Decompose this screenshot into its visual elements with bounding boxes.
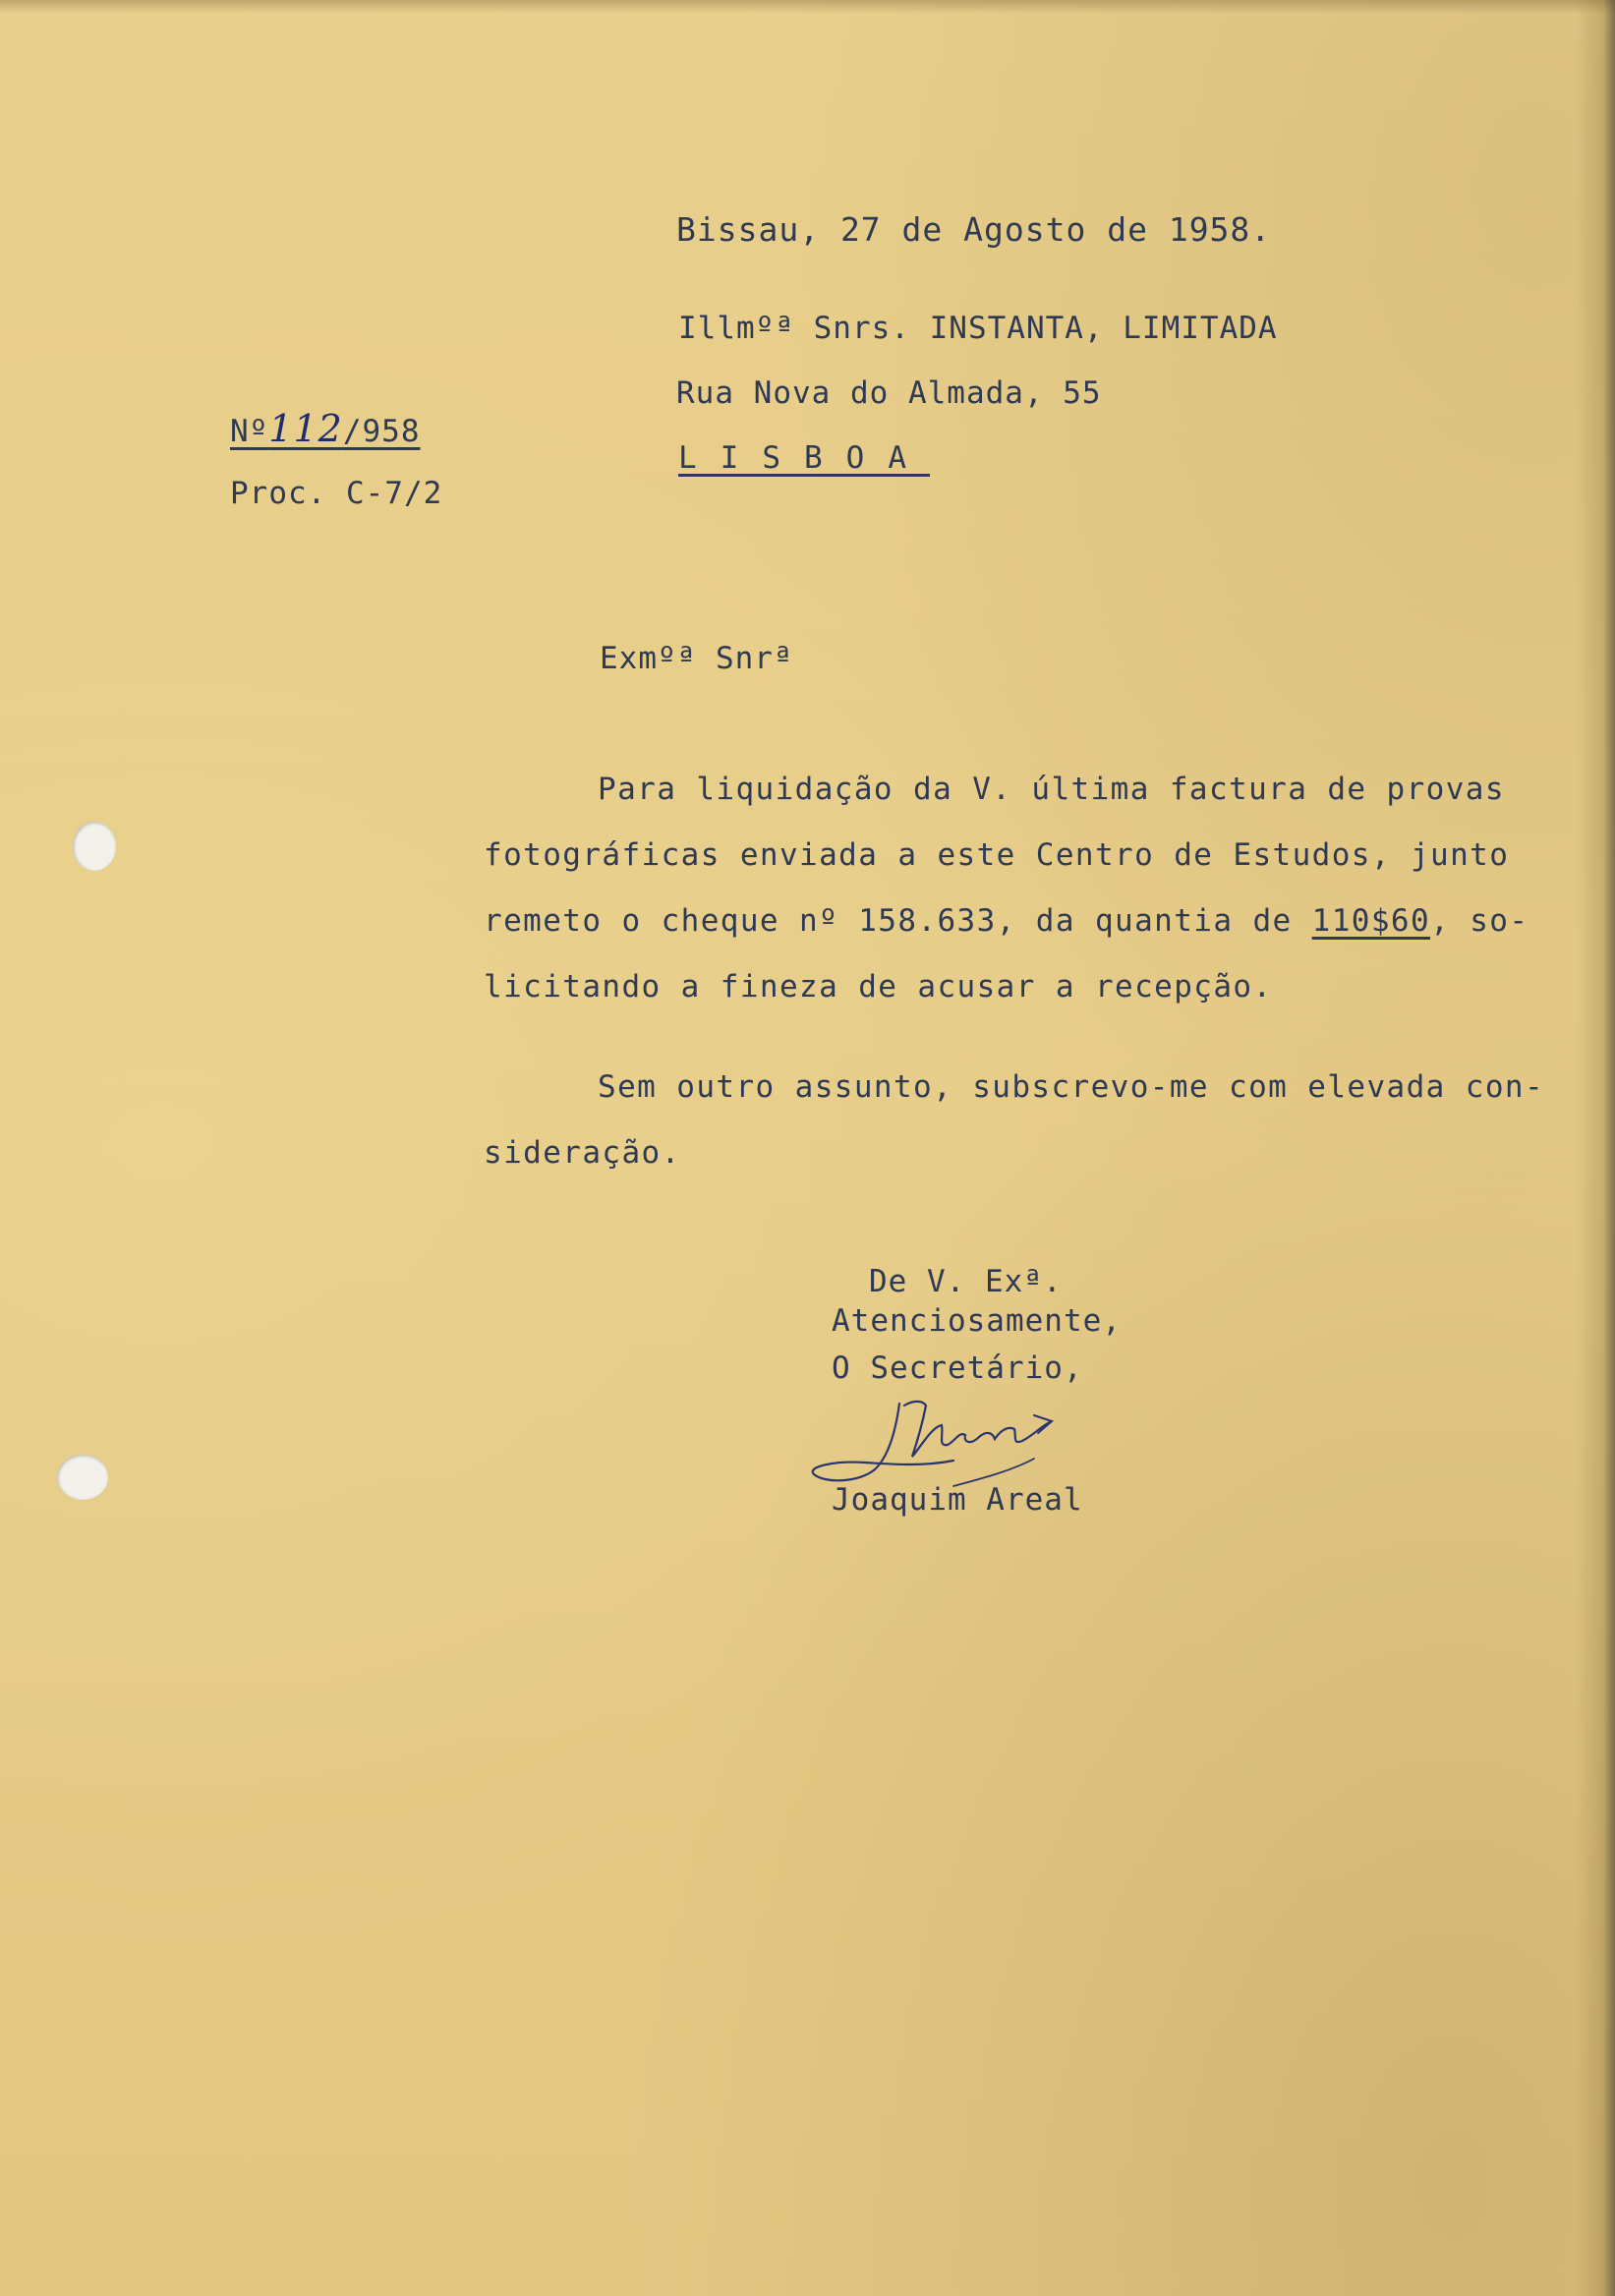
- body-paragraph-2-line-2: sideração.: [484, 1135, 681, 1171]
- closing-line-2: Atenciosamente,: [832, 1303, 1122, 1339]
- reference-handwritten-number: 112: [268, 407, 343, 450]
- cheque-text-end: , so-: [1430, 903, 1529, 939]
- letter-date: Bissau, 27 de Agosto de 1958.: [676, 210, 1272, 249]
- cheque-text: remeto o cheque nº 158.633, da quantia de: [484, 903, 1312, 939]
- paper-edge-top: [0, 0, 1615, 14]
- closing-title: O Secretário,: [832, 1350, 1083, 1386]
- body-paragraph-2-line-1: Sem outro assunto, subscrevo-me com elevada con-: [598, 1069, 1545, 1105]
- body-paragraph-1-line-2: fotográficas enviada a este Centro de Estudos, junto: [484, 837, 1510, 873]
- process-reference: Proc. C-7/2: [230, 476, 443, 511]
- recipient-street: Rua Nova do Almada, 55: [676, 375, 1102, 411]
- signer-name: Joaquim Areal: [832, 1482, 1083, 1518]
- recipient-city: LISBOA: [678, 440, 930, 476]
- recipient-name: Illmºª Snrs. INSTANTA, LIMITADA: [678, 311, 1278, 346]
- punch-hole-top: [73, 822, 116, 871]
- reference-number: [230, 407, 421, 450]
- body-paragraph-1-line-4: licitando a fineza de acusar a recepção.: [484, 969, 1273, 1004]
- punch-hole-bottom: [57, 1455, 108, 1500]
- salutation: Exmºª Snrª: [600, 641, 793, 676]
- reference-suffix: /958: [342, 414, 421, 449]
- body-paragraph-1-line-1: Para liquidação da V. última factura de provas: [598, 772, 1505, 807]
- closing-line-1: De V. Exª.: [869, 1264, 1063, 1299]
- paper-edge-right: [1576, 0, 1615, 2296]
- reference-prefix: Nº: [230, 414, 269, 449]
- body-paragraph-1-line-3: [484, 903, 1528, 939]
- cheque-amount: 110$60: [1311, 903, 1431, 939]
